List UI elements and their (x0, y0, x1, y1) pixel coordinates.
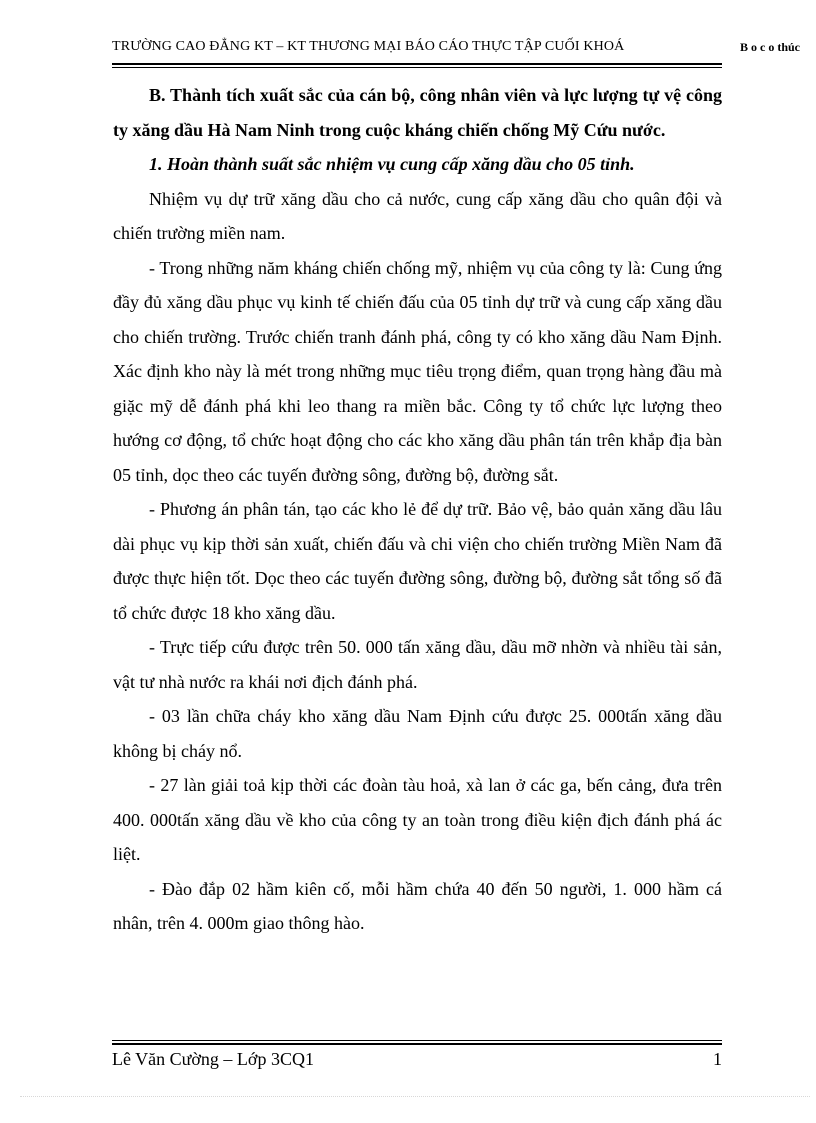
document-body (113, 78, 722, 941)
paragraph: - Đào đắp 02 hầm kiên cố, mỗi hầm chứa 40 đến 50 người, 1. 000 hầm cá nhân, trên 4. 000m giao thông hào. (113, 878, 722, 933)
page-footer (112, 1049, 728, 1075)
footer-rule-thin (112, 1040, 722, 1041)
header-title: TRƯỜNG CAO ĐẲNG KT – KT THƯƠNG MẠI BÁO CÁO THỰC TẬP CUỐI KHOÁ (112, 39, 625, 54)
paragraph: - Phương án phân tán, tạo các kho lẻ để dự trữ. Bảo vệ, bảo quản xăng dầu lâu dài phục vụ kịp thời sản xuất, chiến đấu và chi viện cho chiến trường Miền Nam đã được thực hiện tốt. Dọc theo các tuyến đường sông, đường bộ, đường sắt tổng số đã tổ chức được 18 kho xăng dầu. (113, 499, 722, 623)
header-rule-thick (112, 63, 722, 65)
header-rule-thin (112, 67, 722, 68)
paragraph: - Trực tiếp cứu được trên 50. 000 tấn xăng dầu, dầu mỡ nhờn và nhiều tài sản, vật tư nhà nước ra khái nơi địch đánh phá. (113, 637, 722, 692)
subsection-heading: 1. Hoàn thành suất sắc nhiệm vụ cung cấp xăng dầu cho 05 tỉnh. (149, 154, 635, 174)
paragraph: - 27 làn giải toả kịp thời các đoàn tàu hoả, xà lan ở các ga, bến cảng, đưa trên 400. 000tấn xăng dầu về kho của công ty an toàn trong điều kiện địch đánh phá ác liệt. (113, 775, 722, 864)
footer-rule-thick (112, 1043, 722, 1045)
paragraph: - Trong những năm kháng chiến chống mỹ, nhiệm vụ của công ty là: Cung ứng đầy đủ xăng dầu phục vụ kinh tế chiến đấu của 05 tỉnh dự trữ và cung cấp xăng dầu cho chiến trường. Trước chiến tranh đánh phá, công ty có kho xăng dầu Nam Định. Xác định kho này là mét trong những mục tiêu trọng điểm, quan trọng hàng đầu mà giặc mỹ dễ đánh phá khi leo thang ra miền bắc. Công ty tổ chức lực lượng theo hướng cơ động, tổ chức hoạt động cho các kho xăng dầu phân tán trên khắp địa bàn 05 tỉnh, dọc theo các tuyến đường sông, đường bộ, đường sắt. (113, 257, 722, 485)
section-heading: B. Thành tích xuất sắc của cán bộ, công nhân viên và lực lượng tự vệ công ty xăng dầu Hà Nam Ninh trong cuộc kháng chiến chống Mỹ Cứu nước. (113, 85, 722, 140)
page-bottom-divider (20, 1096, 810, 1097)
paragraph: Nhiệm vụ dự trữ xăng dầu cho cả nước, cung cấp xăng dầu cho quân đội và chiến trường miền nam. (113, 188, 722, 243)
footer-author: Lê Văn Cường – Lớp 3CQ1 (112, 1049, 314, 1069)
page-number: 1 (713, 1049, 722, 1069)
header-right-text: B o c o thúc (740, 40, 800, 54)
paragraph: - 03 lần chữa cháy kho xăng dầu Nam Định cứu được 25. 000tấn xăng dầu không bị cháy nổ. (113, 706, 722, 761)
